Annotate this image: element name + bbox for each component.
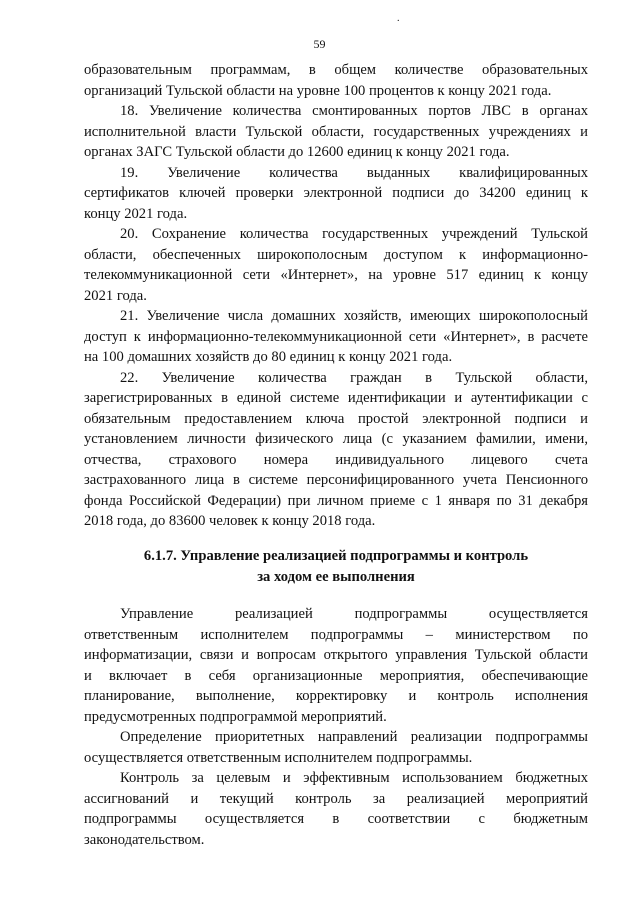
top-mark: . xyxy=(397,13,400,24)
text-line: законодательством. xyxy=(84,831,205,848)
text-line: ассигнований и текущий контроль за реализацией мероприятий xyxy=(84,790,588,807)
body-text-top xyxy=(84,60,588,532)
text-line: отчества, страхового номера индивидуального лицевого счета xyxy=(84,451,588,468)
text-line: 19. Увеличение количества выданных квалифицированных xyxy=(120,164,588,181)
section-heading xyxy=(84,546,588,587)
text-line: концу 2021 года. xyxy=(84,205,188,222)
text-line: 22. Увеличение количества граждан в Тульской области, xyxy=(120,369,588,386)
text-line: зарегистрированных в единой системе идентификации и аутентификации с xyxy=(84,390,588,406)
text-line: Управление реализацией подпрограммы осуществляется xyxy=(120,606,588,622)
text-line: Контроль за целевым и эффективным использованием бюджетных xyxy=(120,770,588,786)
text-line: образовательным программам, в общем количестве образовательных xyxy=(84,62,588,78)
text-line: осуществляется ответственным исполнителем подпрограммы. xyxy=(84,749,473,766)
text-line: области, обеспеченных широкополосным доступом к информационно- xyxy=(84,246,588,263)
text-line: установлением личности физического лица (с указанием фамилии, имени, xyxy=(84,431,588,447)
text-line: планирование, выполнение, корректировку и контроль исполнения xyxy=(84,688,588,704)
text-line: 2018 года, до 83600 человек к концу 2018 года. xyxy=(84,513,376,529)
text-line: 20. Сохранение количества государственных учреждений Тульской xyxy=(120,226,588,242)
text-line: фонда Российской Федерации) при личном приеме с 1 января по 31 декабря xyxy=(84,492,588,509)
text-line: информатизации, связи и вопросам открытого управления Тульской области xyxy=(84,647,588,663)
text-line: и включает в себя организационные мероприятия, обеспечивающие xyxy=(84,667,588,684)
text-line: доступ к информационно-телекоммуникационной сети «Интернет», в расчете xyxy=(84,328,588,345)
text-line: организаций Тульской области на уровне 100 процентов к концу 2021 года. xyxy=(84,82,552,99)
text-line: обязательным предоставлением ключа простой электронной подписи и xyxy=(84,410,588,427)
text-line: Определение приоритетных направлений реализации подпрограммы xyxy=(120,729,588,745)
text-line: 2021 года. xyxy=(84,287,147,304)
text-line: 21. Увеличение числа домашних хозяйств, имеющих широкополосный xyxy=(120,308,588,324)
text-line: 18. Увеличение количества смонтированных портов ЛВС в органах xyxy=(120,103,588,119)
text-line: органах ЗАГС Тульской области до 12600 единиц к концу 2021 года. xyxy=(84,144,510,160)
body-text-bottom xyxy=(84,604,588,850)
page-number: 59 xyxy=(313,37,326,51)
heading-line: 6.1.7. Управление реализацией подпрограммы и контроль xyxy=(143,548,529,564)
text-line: подпрограммы осуществляется в соответствии с бюджетным xyxy=(84,811,588,827)
heading-line: за ходом ее выполнения xyxy=(257,568,415,585)
text-line: на 100 домашних хозяйств до 80 единиц к концу 2021 года. xyxy=(84,349,453,365)
text-line: телекоммуникационной сети «Интернет», на уровне 517 единиц к концу xyxy=(84,267,588,283)
text-line: предусмотренных подпрограммой мероприятий. xyxy=(84,708,387,725)
text-line: застрахованного лица в системе персонифицированного учета Пенсионного xyxy=(84,472,588,488)
text-line: исполнительной власти Тульской области, государственных учреждениях и xyxy=(84,123,588,140)
text-line: ответственным исполнителем подпрограммы – министерством по xyxy=(84,626,588,643)
text-line: сертификатов ключей проверки электронной подписи до 34200 единиц к xyxy=(84,185,588,201)
